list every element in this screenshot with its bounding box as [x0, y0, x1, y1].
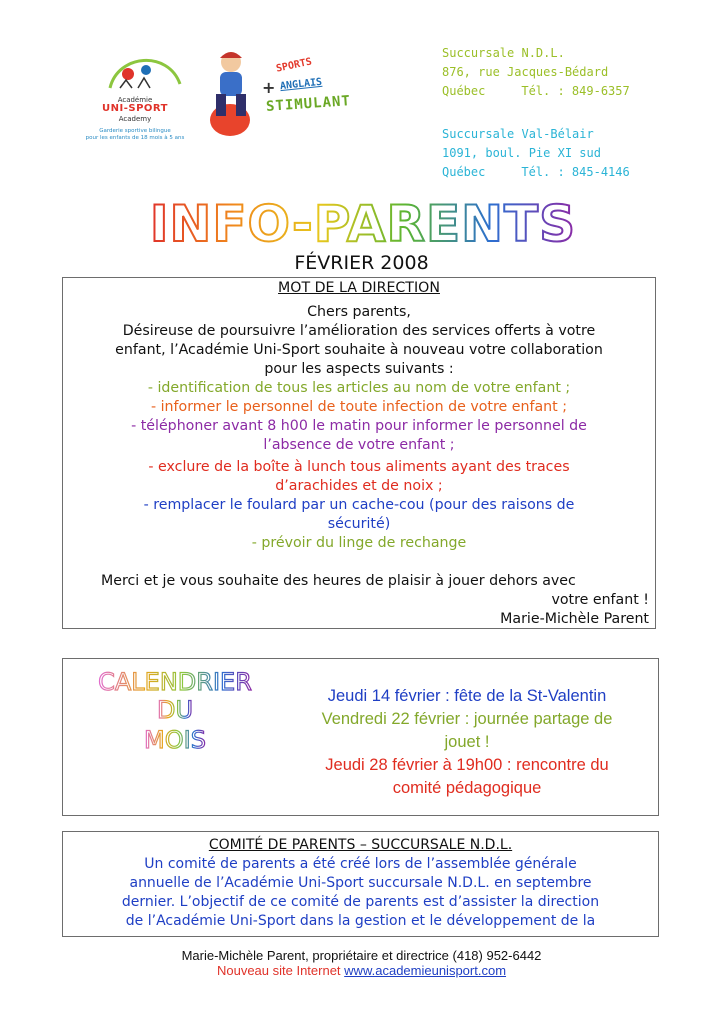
- direction-closing-1: Merci et je vous souhaite des heures de plaisir à jouer dehors avec: [101, 573, 576, 589]
- info-parents-title: [149, 186, 577, 256]
- logo-ball-blue: [141, 65, 151, 75]
- direction-intro-2: enfant, l’Académie Uni-Sport souhaite à nouveau votre collaboration: [115, 342, 603, 358]
- branch-valbelair-address: 1091, boul. Pie XI sud: [442, 146, 601, 160]
- committee-line-3: dernier. L’objectif de ce comité de parents est d’assister la direction: [121, 894, 600, 910]
- slogan-plus: +: [262, 78, 276, 97]
- footer-website: [0, 963, 723, 979]
- direction-item-5b: sécurité): [327, 516, 391, 532]
- calendar-word-2: DU: [156, 696, 194, 724]
- direction-item-2: - informer le personnel de toute infection de votre enfant ;: [150, 399, 568, 415]
- committee-line-2: annuelle de l’Académie Uni-Sport succursale N.D.L. en septembre: [129, 875, 592, 891]
- calendar-event-2b: jouet !: [444, 733, 490, 751]
- committee-line-4: de l’Académie Uni-Sport dans la gestion et le développement de la: [125, 913, 596, 929]
- direction-item-3a: - téléphoner avant 8 h00 le matin pour informer le personnel de: [131, 418, 587, 434]
- branch-valbelair-city-phone: [442, 163, 630, 182]
- branch-ndl-address: 876, rue Jacques-Bédard: [442, 65, 609, 79]
- issue-month: FÉVRIER 2008: [294, 252, 429, 274]
- footer-site-label: Nouveau site Internet: [216, 963, 341, 978]
- direction-item-1: - identification de tous les articles au nom de votre enfant ;: [147, 380, 571, 396]
- logo-tagline-1: Garderie sportive bilingue: [99, 128, 171, 134]
- direction-heading: MOT DE LA DIRECTION: [278, 280, 440, 296]
- branch-ndl-name: Succursale N.D.L.: [442, 46, 565, 60]
- footer-site-link[interactable]: www.academieunisport.com: [344, 963, 507, 978]
- footer-owner: Marie-Michèle Parent, propriétaire et directrice (418) 952-6442: [181, 948, 542, 963]
- calendrier-du-mois-title: [70, 668, 280, 758]
- logo-ball-red: [122, 68, 134, 80]
- slogan-stimulant: STIMULANT: [265, 93, 352, 115]
- direction-intro-3: pour les aspects suivants :: [264, 361, 454, 377]
- child-on-ball-image: [198, 46, 268, 141]
- direction-section: [62, 277, 656, 629]
- committee-section: [62, 831, 659, 937]
- committee-line-1: Un comité de parents a été créé lors de l’assemblée générale: [144, 856, 577, 872]
- branch-valbelair-city: Québec: [442, 165, 486, 179]
- direction-item-6: - prévoir du linge de rechange: [251, 535, 467, 551]
- branch-ndl-phone: Tél. : 849-6357: [521, 84, 630, 98]
- direction-signature: Marie-Michèle Parent: [500, 611, 649, 627]
- branch-valbelair-block: [442, 125, 630, 182]
- direction-item-4b: d’arachides et de noix ;: [275, 478, 443, 494]
- calendar-word-1: CALENDRIER: [98, 668, 252, 696]
- branch-valbelair-name: Succursale Val-Bélair: [442, 127, 594, 141]
- logo-academie: Académie: [117, 96, 153, 104]
- direction-greeting: Chers parents,: [307, 304, 411, 320]
- calendar-word-3: MOIS: [144, 726, 206, 754]
- slogan-anglais: ANGLAIS: [279, 76, 323, 93]
- calendar-event-3a: Jeudi 28 février à 19h00 : rencontre du: [325, 756, 609, 774]
- calendar-event-3b: comité pédagogique: [392, 779, 542, 797]
- direction-closing-2: votre enfant !: [551, 592, 649, 608]
- logo-tagline: [70, 128, 200, 142]
- branch-valbelair-phone: Tél. : 845-4146: [521, 165, 630, 179]
- direction-intro-1: Désireuse de poursuivre l’amélioration des services offerts à votre: [122, 323, 596, 339]
- calendar-event-1: Jeudi 14 février : fête de la St-Valentin: [327, 687, 607, 705]
- title-text: INFO-PARENTS: [149, 195, 577, 253]
- committee-heading: COMITÉ DE PARENTS – SUCCURSALE N.D.L.: [208, 837, 513, 853]
- branch-ndl-city-phone: [442, 82, 630, 101]
- slogan-sports: SPORTS: [275, 56, 313, 75]
- branch-ndl-block: [442, 44, 630, 101]
- branch-ndl-city: Québec: [442, 84, 486, 98]
- logo-academy: Academy: [118, 115, 152, 123]
- logo-tagline-2: pour les enfants de 18 mois à 5 ans: [85, 135, 185, 141]
- logo-figures: [120, 78, 150, 88]
- direction-item-4a: - exclure de la boîte à lunch tous aliments ayant des traces: [148, 459, 570, 475]
- direction-item-5a: - remplacer le foulard par un cache-cou (pour des raisons de: [143, 497, 575, 513]
- calendar-event-2a: Vendredi 22 février : journée partage de: [321, 710, 613, 728]
- logo-uni-sport: UNI-SPORT: [102, 103, 168, 114]
- direction-item-3b: l’absence de votre enfant ;: [263, 437, 455, 453]
